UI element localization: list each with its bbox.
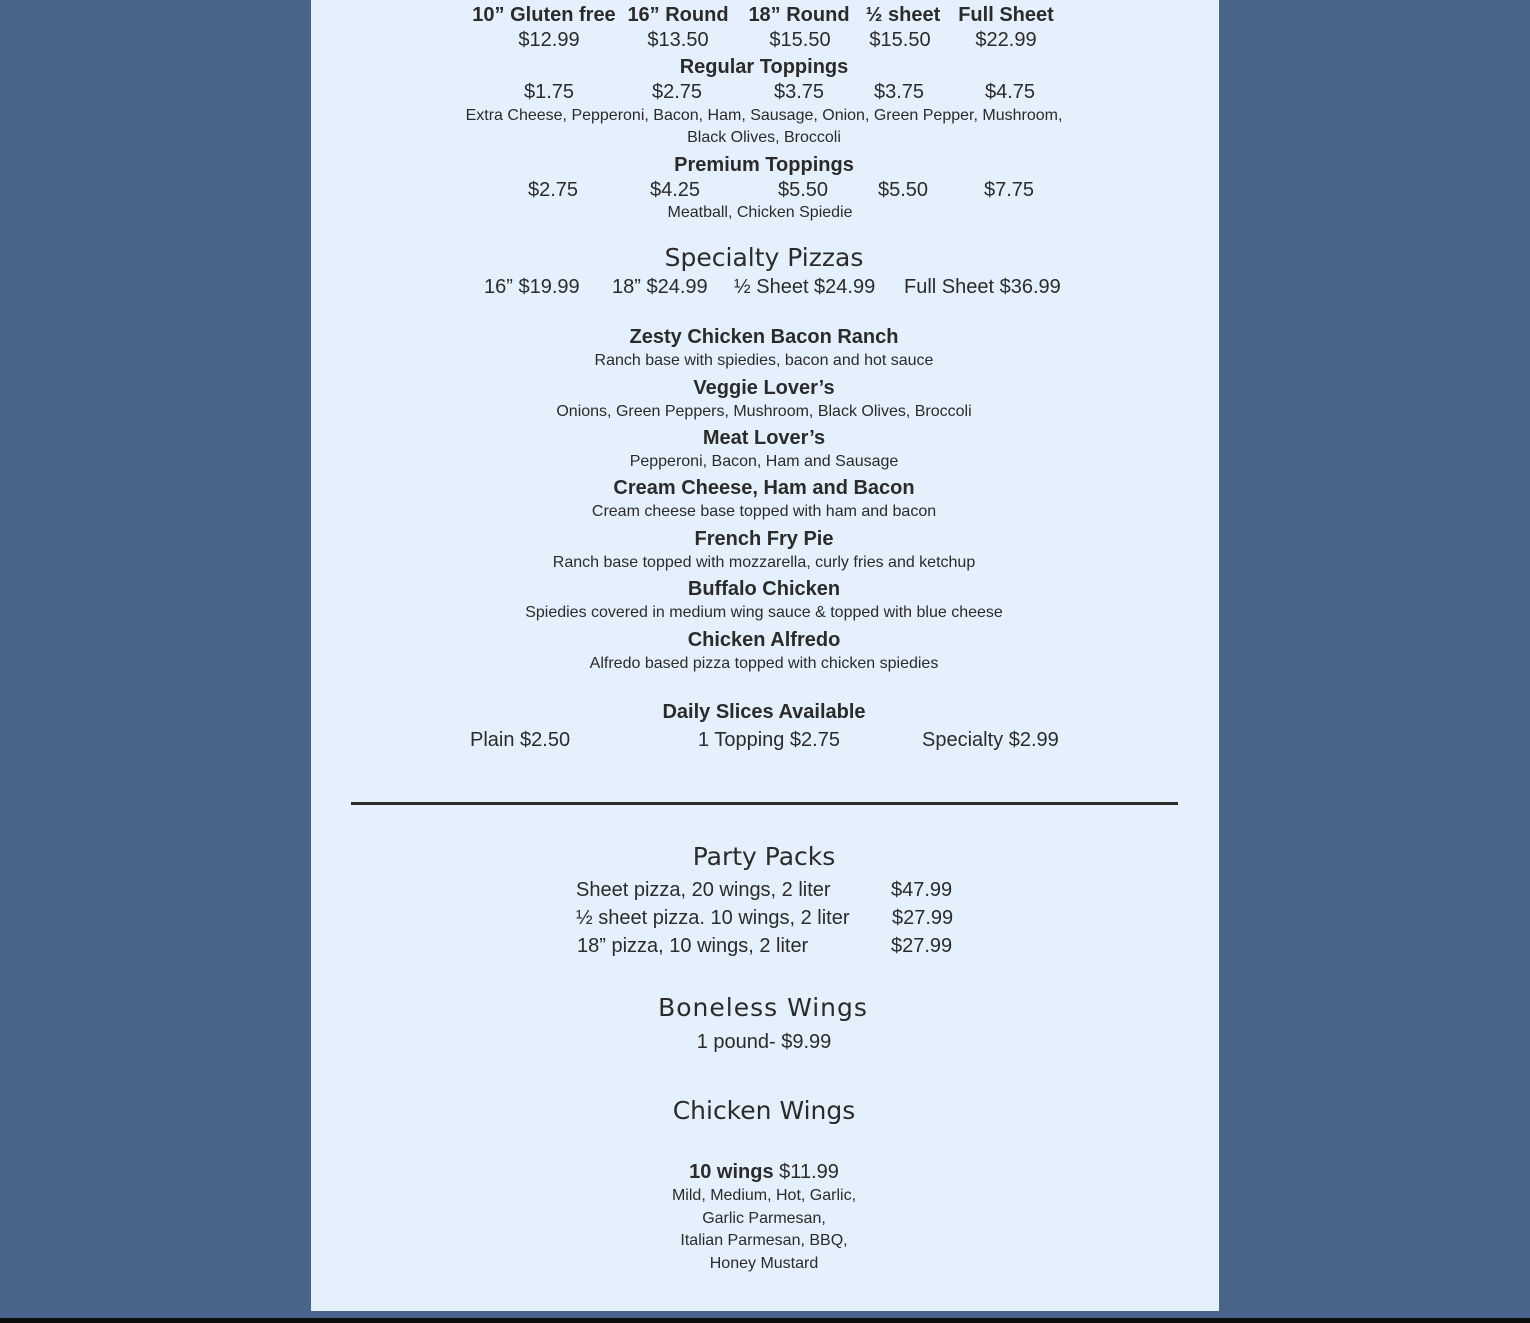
specialty-pizzas-title: Specialty Pizzas: [664, 243, 864, 272]
pizza-name: Chicken Alfredo: [687, 629, 841, 651]
specialty-price-half-sheet: ½ Sheet $24.99: [734, 276, 876, 298]
regular-toppings-title: Regular Toppings: [679, 56, 849, 78]
wings-qty: 10 wings: [689, 1161, 774, 1183]
pizza-desc: Spiedies covered in medium wing sauce & topped with blue cheese: [525, 604, 1003, 621]
size-header-18-round: 18” Round: [748, 4, 850, 26]
regular-toppings-list: Black Olives, Broccoli: [687, 129, 841, 146]
wing-flavors: Honey Mustard: [709, 1255, 819, 1272]
premium-toppings-list: Meatball, Chicken Spiedie: [667, 204, 853, 221]
regular-topping-price: $3.75: [873, 81, 925, 103]
wing-flavors: Mild, Medium, Hot, Garlic,: [671, 1187, 857, 1204]
premium-topping-price: $2.75: [527, 179, 579, 201]
premium-topping-price: $7.75: [983, 179, 1035, 201]
regular-topping-price: $3.75: [773, 81, 825, 103]
base-price: $13.50: [647, 29, 709, 51]
specialty-price-18: 18” $24.99: [612, 276, 708, 298]
party-pack-desc: Sheet pizza, 20 wings, 2 liter: [576, 879, 831, 901]
regular-topping-price: $2.75: [651, 81, 703, 103]
premium-topping-price: $5.50: [877, 179, 929, 201]
premium-topping-price: $5.50: [777, 179, 829, 201]
regular-topping-price: $1.75: [523, 81, 575, 103]
boneless-wings-price: 1 pound- $9.99: [696, 1031, 832, 1053]
specialty-price-full-sheet: Full Sheet $36.99: [904, 276, 1061, 298]
size-header-10-gluten-free: 10” Gluten free: [472, 4, 616, 26]
wing-flavors: Garlic Parmesan,: [702, 1210, 826, 1227]
specialty-price-16: 16” $19.99: [484, 276, 580, 298]
size-header-half-sheet: ½ sheet: [865, 4, 941, 26]
base-price: $12.99: [518, 29, 580, 51]
slice-one-topping: 1 Topping $2.75: [698, 729, 840, 751]
slice-plain: Plain $2.50: [470, 729, 571, 751]
pizza-name: Veggie Lover’s: [693, 377, 835, 399]
pizza-name: Cream Cheese, Ham and Bacon: [613, 477, 915, 499]
base-price: $15.50: [869, 29, 931, 51]
premium-topping-price: $4.25: [649, 179, 701, 201]
party-packs-title: Party Packs: [692, 842, 836, 871]
pizza-name: Zesty Chicken Bacon Ranch: [629, 326, 899, 348]
regular-topping-price: $4.75: [984, 81, 1036, 103]
pizza-desc: Onions, Green Peppers, Mushroom, Black Olives, Broccoli: [556, 403, 972, 420]
pizza-name: French Fry Pie: [694, 528, 834, 550]
menu-panel: [311, 0, 1219, 1311]
regular-toppings-list: Extra Cheese, Pepperoni, Bacon, Ham, Sausage, Onion, Green Pepper, Mushroom,: [465, 107, 1063, 124]
size-header-16-round: 16” Round: [627, 4, 729, 26]
pizza-desc: Ranch base topped with mozzarella, curly fries and ketchup: [552, 554, 976, 571]
pizza-desc: Cream cheese base topped with ham and bacon: [591, 503, 937, 520]
pizza-desc: Alfredo based pizza topped with chicken spiedies: [589, 655, 939, 672]
pizza-desc: Pepperoni, Bacon, Ham and Sausage: [629, 453, 899, 470]
party-pack-desc: 18” pizza, 10 wings, 2 liter: [577, 935, 809, 957]
slice-specialty: Specialty $2.99: [922, 729, 1059, 751]
wings-qty-price: [689, 1161, 839, 1184]
section-divider: [351, 802, 1178, 805]
party-pack-price: $27.99: [891, 935, 953, 957]
party-pack-price: $47.99: [891, 879, 953, 901]
pizza-desc: Ranch base with spiedies, bacon and hot sauce: [594, 352, 934, 369]
party-pack-price: $27.99: [892, 907, 954, 929]
wing-flavors: Italian Parmesan, BBQ,: [680, 1232, 848, 1249]
base-price: $15.50: [769, 29, 831, 51]
pizza-name: Buffalo Chicken: [687, 578, 841, 600]
party-pack-desc: ½ sheet pizza. 10 wings, 2 liter: [576, 907, 850, 929]
bottom-bar: [0, 1318, 1530, 1323]
premium-toppings-title: Premium Toppings: [674, 154, 854, 176]
pizza-name: Meat Lover’s: [702, 427, 826, 449]
daily-slices-title: Daily Slices Available: [662, 701, 866, 723]
chicken-wings-title: Chicken Wings: [672, 1096, 856, 1125]
boneless-wings-title: Boneless Wings: [658, 993, 868, 1022]
base-price: $22.99: [975, 29, 1037, 51]
size-header-full-sheet: Full Sheet: [958, 4, 1054, 26]
wings-price: $11.99: [779, 1161, 839, 1183]
